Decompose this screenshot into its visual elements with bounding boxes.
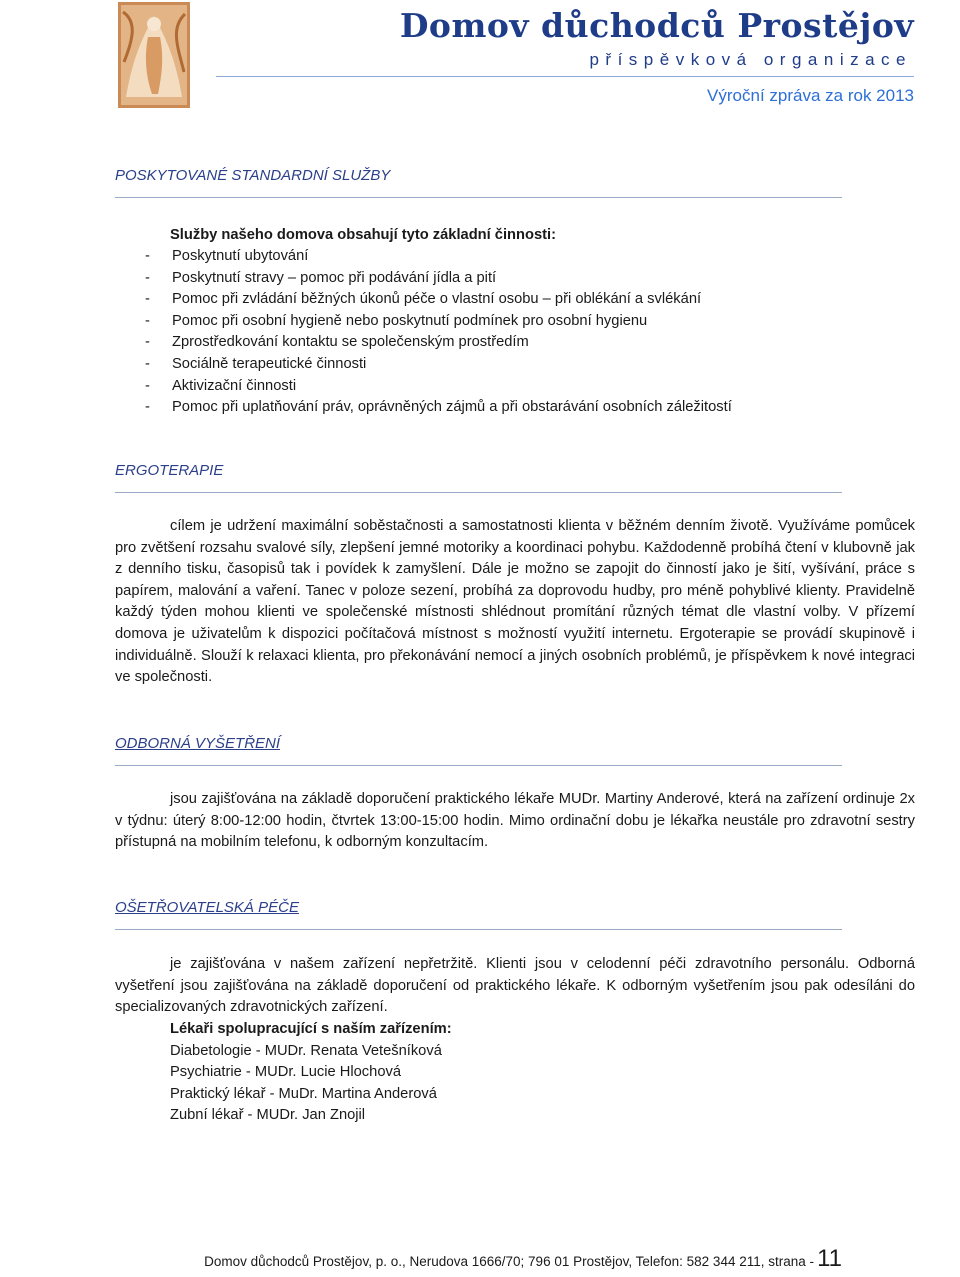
heading-specialist-exams: ODBORNÁ VYŠETŘENÍ xyxy=(115,735,281,752)
header-divider xyxy=(216,76,914,77)
nursing-paragraph xyxy=(115,954,915,1019)
footer-address: Domov důchodců Prostějov, p. o., Nerudova 1666/70; 796 01 Prostějov, Telefon: 582 344 211, strana - xyxy=(204,1254,814,1269)
exams-paragraph xyxy=(115,789,915,854)
heading-nursing-care: OŠETŘOVATELSKÁ PÉČE xyxy=(115,899,299,916)
list-item: - Zprostředkování kontaktu se společenským prostředím xyxy=(145,332,732,354)
list-item: - Aktivizační činnosti xyxy=(145,376,732,398)
header-title: Domov důchodců Prostějov xyxy=(399,6,914,45)
ergotherapy-text: cílem je udržení maximální soběstačnosti a samostatnosti klienta v běžném denním životě. Využíváme pomůcek pro zvětšení rozsahu svalové síly, zlepšení jemné motoriky a koordinaci pohybu. Každodenně probíhá čtení v klubovně jak z denního tisku, časopisů tak i povídek k zamyšlení. Dále je možno se zapojit do činností jako je šití, vyšívání, práce s papírem, malování a vaření. Tanec v poloze sezení, probíhá za doprovodu hudby, pro méně pohyblivé klienty. Pravidelně každý týden mohou klienti ve společenské místnosti shlédnout promítání různých témat dle vlastní volby. V přízemí domova je uživatelům k dispozici počítačová místnost s možností využití internetu. Ergoterapie se provádí skupinově i individuálně. Slouží k relaxaci klienta, pro překonávání nemocí a jiných osobních problémů, je příspěvkem k nové integraci ve společnosti. xyxy=(115,518,915,686)
doctor-item: Diabetologie - MUDr. Renata Vetešníková xyxy=(170,1042,442,1059)
heading-standard-services: POSKYTOVANÉ STANDARDNÍ SLUŽBY xyxy=(115,167,391,184)
doctors-block xyxy=(170,1019,452,1127)
doctors-title: Lékaři spolupracující s naším zařízením: xyxy=(170,1021,452,1037)
section-divider xyxy=(115,492,842,493)
list-item: - Pomoc při uplatňování práv, oprávněných zájmů a při obstarávání osobních záležitostí xyxy=(145,397,732,419)
doctor-item: Praktický lékař - MuDr. Martina Anderová xyxy=(170,1085,437,1102)
nursing-text: je zajišťována v našem zařízení nepřetržitě. Klienti jsou v celodenní péči zdravotního personálu. Odborná vyšetření jsou zajišťována na základě doporučení od praktického lékaře. K odborným vyšetřením jsou pak odesíláni do specializovaných zdravotnických zařízení. xyxy=(115,956,915,1016)
section-divider xyxy=(115,765,842,766)
header-subtitle: příspěvková organizace xyxy=(589,50,912,69)
list-item: - Pomoc při zvládání běžných úkonů péče o vlastní osobu – při oblékání a svlékání xyxy=(145,289,732,311)
list-item: - Sociálně terapeutické činnosti xyxy=(145,354,732,376)
list-item: - Poskytnutí stravy – pomoc při podávání jídla a pití xyxy=(145,268,732,290)
doctor-item: Zubní lékař - MUDr. Jan Znojil xyxy=(170,1107,366,1124)
list-item: - Pomoc při osobní hygieně nebo poskytnutí podmínek pro osobní hygienu xyxy=(145,311,732,333)
services-list xyxy=(145,246,732,419)
section-divider xyxy=(115,929,842,930)
doctor-item: Psychiatrie - MUDr. Lucie Hlochová xyxy=(170,1064,401,1081)
section-divider xyxy=(115,197,842,198)
page-number: 11 xyxy=(817,1245,842,1272)
logo-image xyxy=(118,2,190,108)
list-item: - Poskytnutí ubytování xyxy=(145,246,732,268)
ergotherapy-paragraph xyxy=(115,516,915,689)
exams-text: jsou zajišťována na základě doporučení praktického lékaře MUDr. Martiny Anderové, která na zařízení ordinuje 2x v týdnu: úterý 8:00-12:00 hodin, čtvrtek 13:00-15:00 hodin. Mimo ordinační dobu je lékařka neustále pro zdravotní sestry přístupná na mobilním telefonu, k odborným konzultacím. xyxy=(115,791,915,851)
services-intro: Služby našeho domova obsahují tyto základní činnosti: xyxy=(170,227,557,243)
header-report-label: Výroční zpráva za rok 2013 xyxy=(707,86,914,105)
heading-ergotherapy: ERGOTERAPIE xyxy=(115,462,224,479)
